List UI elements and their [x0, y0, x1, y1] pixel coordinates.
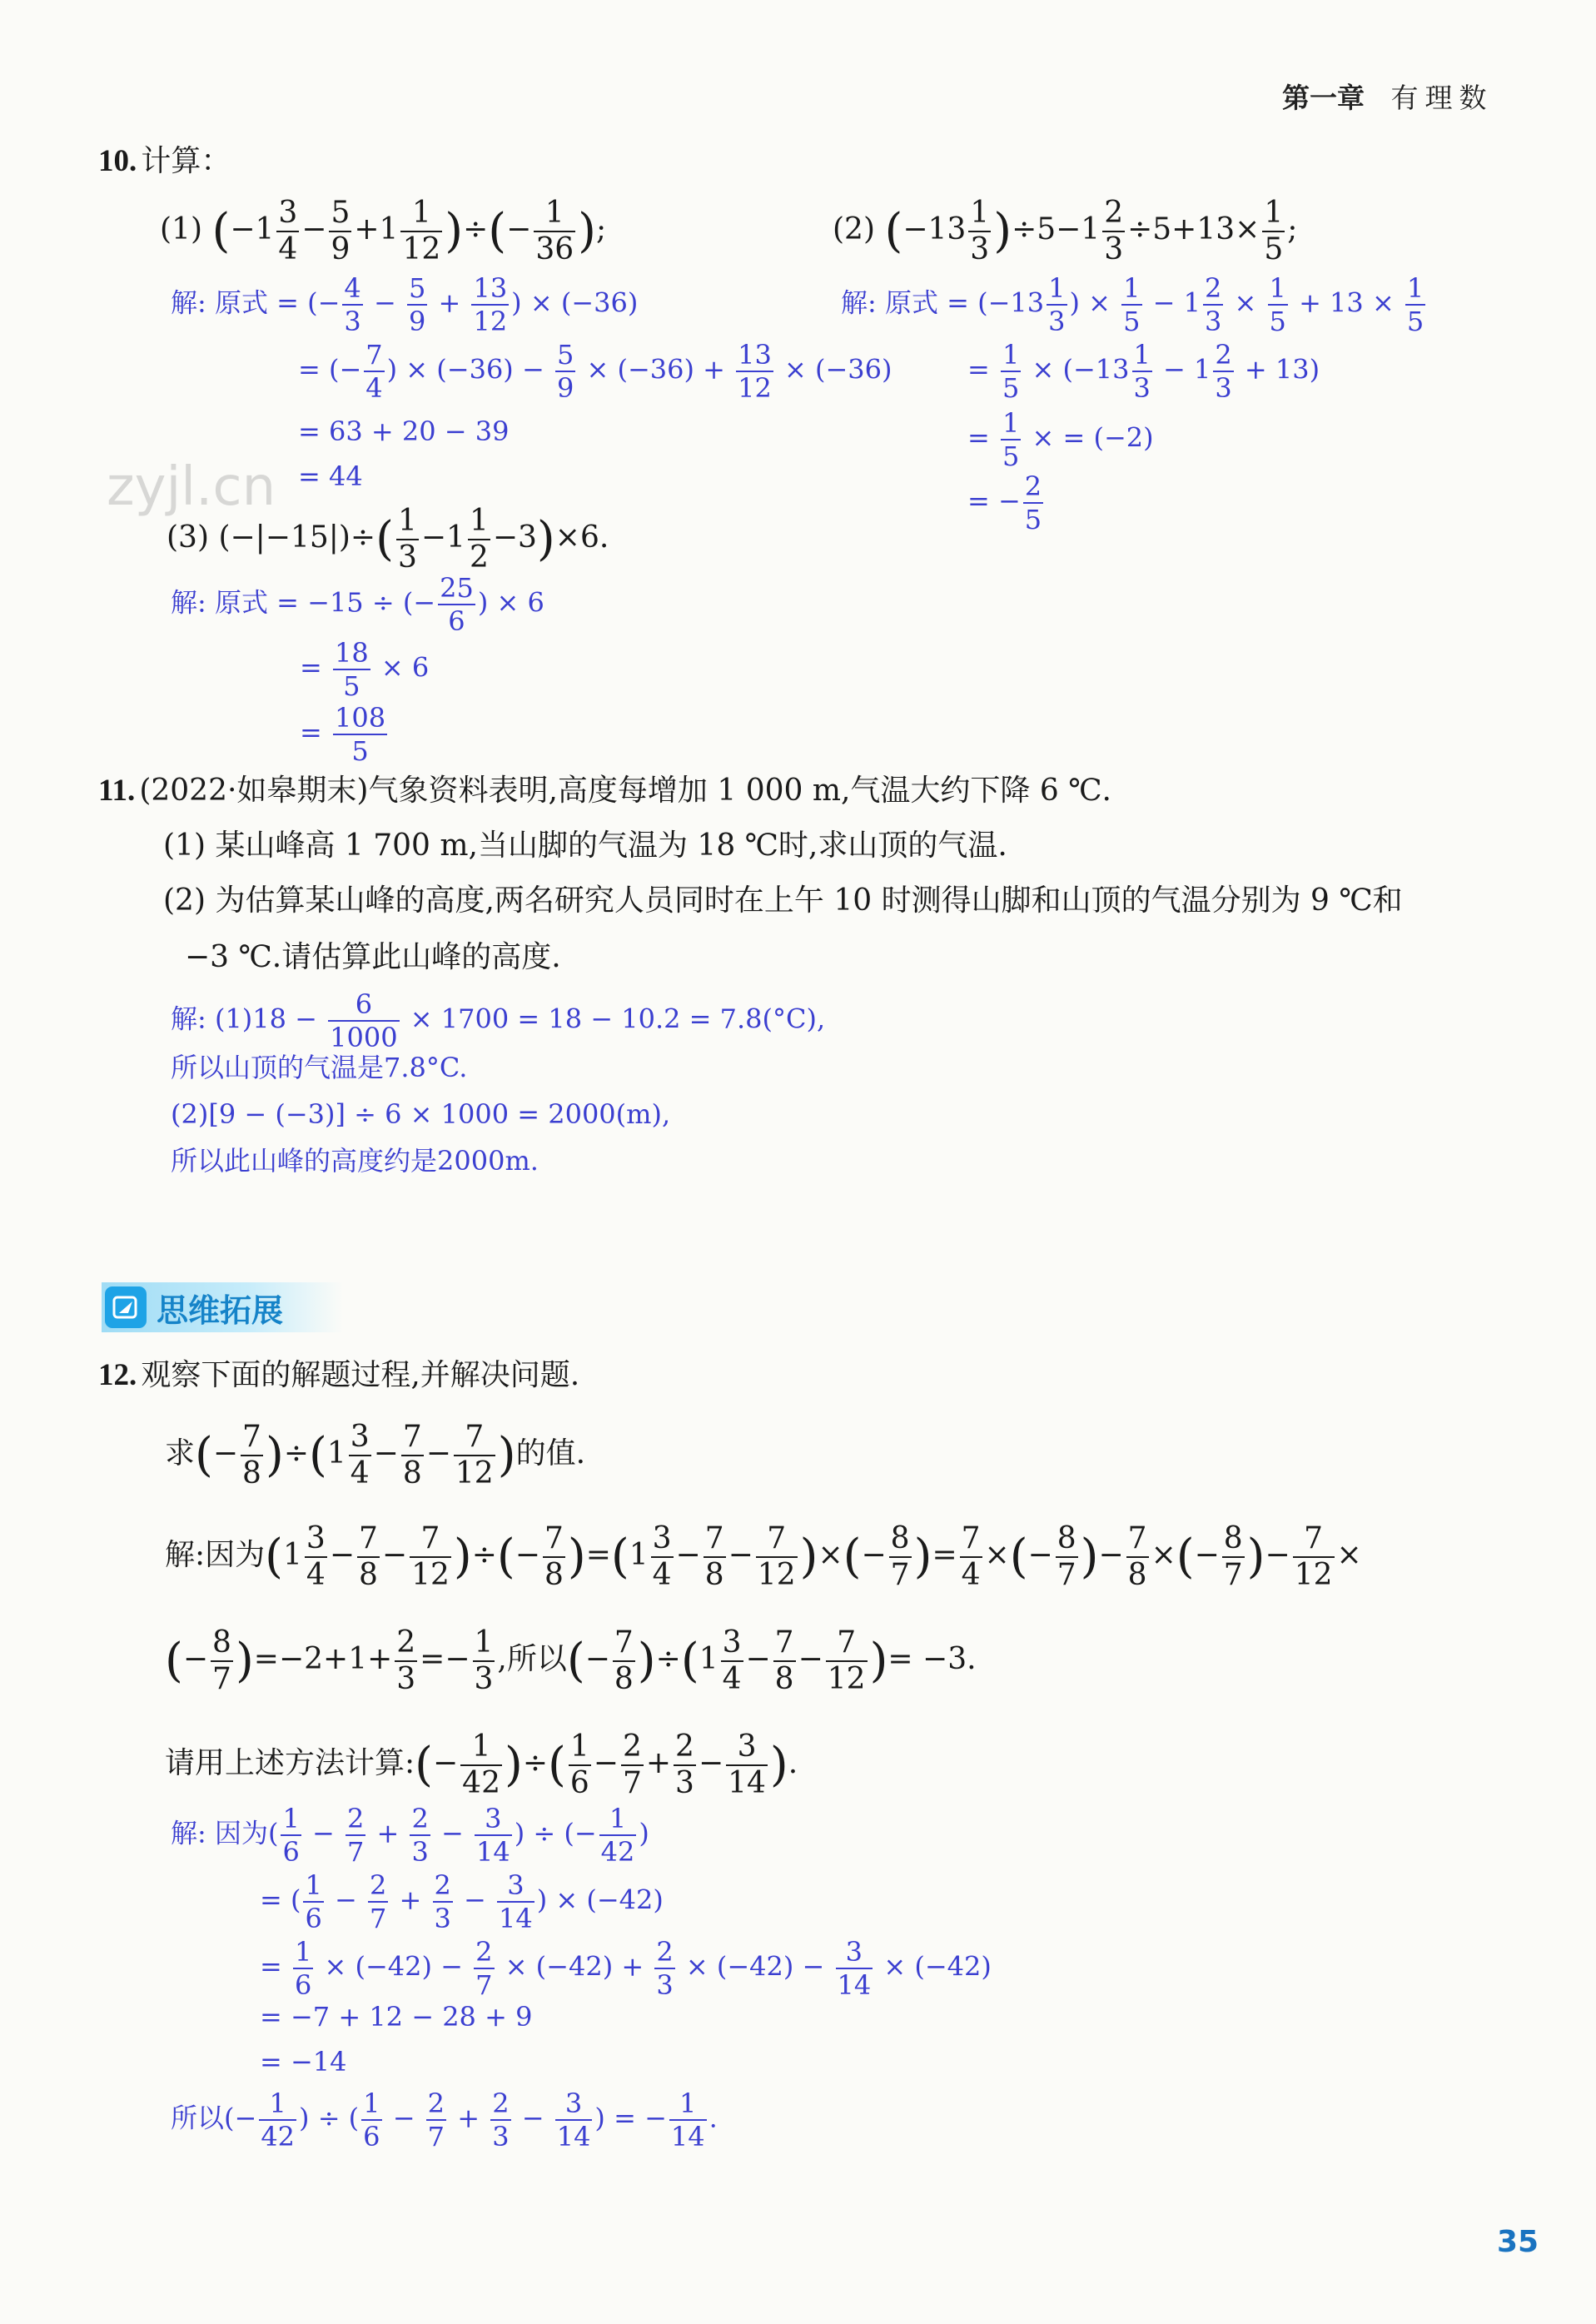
section-title: 思维拓展	[157, 1291, 284, 1329]
q10-s1-line4: = 44	[298, 460, 363, 492]
q10-s3-line3: = $\frac{108}{5}$	[300, 702, 386, 767]
q12-ans-line5: = −14	[260, 2046, 347, 2078]
q11-sol-line3: (2)[9 − (−3)] ÷ 6 × 1000 = 2000(m),	[171, 1098, 671, 1130]
q11-stem-row	[98, 773, 1111, 809]
q10-p3-label: (3)	[167, 520, 209, 555]
expand-thinking-icon	[105, 1286, 147, 1328]
q10-s3-line2: = $\frac{18}{5}$ × 6	[300, 637, 430, 702]
q12-example-line2: (− $\frac{8}{7}$ )=−2+1+ $\frac{2}{3}$ =− $\frac{1}{3}$ ,所以(− $\frac{7}{8}$ )÷(1 $\frac{3}{4}$ − $\frac{7}{8}$ − $\frac{7}{12}$ )= −3.	[165, 1625, 977, 1696]
q11-p1: (1) 某山峰高 1 700 m,当山脚的气温为 18 ℃时,求山顶的气温.	[163, 829, 1007, 863]
watermark: zyjl.cn	[107, 456, 276, 518]
q12-ans-line2: = ( $\frac{1}{6}$ − $\frac{2}{7}$ + $\frac{2}{3}$ − $\frac{3}{14}$ ) × (−42)	[260, 1869, 664, 1934]
q11-sol-line1: 解: (1)18 − $\frac{6}{1000}$ × 1700 = 18 − 10.2 = 7.8(°C),	[171, 988, 826, 1053]
q10-s1-prefix: 解: 原式	[171, 286, 268, 319]
q12-stem-row	[98, 1357, 579, 1394]
q12-ans-final: 所以(− $\frac{1}{42}$ ) ÷ ( $\frac{1}{6}$ − $\frac{2}{7}$ + $\frac{2}{3}$ − $\frac{3}{14}$ ) = − $\frac{1}{14}$ .	[171, 2088, 718, 2152]
q10-p3: (3) (−|−15|)÷( $\frac{1}{3}$ −1 $\frac{1}{2}$ −3)×6.	[167, 504, 609, 575]
q10-s2-line2: = $\frac{1}{5}$ × (−13 $\frac{1}{3}$ − 1 $\frac{2}{3}$ + 13)	[967, 339, 1320, 404]
q10-p1: (1) (−1 $\frac{3}{4}$ − $\frac{5}{9}$ +1 $\frac{1}{12}$ )÷(− $\frac{1}{36}$ );	[160, 196, 607, 266]
q10-s2-line3: = $\frac{1}{5}$ × = (−2)	[967, 407, 1154, 472]
q12-ans-line4: = −7 + 12 − 28 + 9	[260, 2001, 533, 2033]
q11-sol-line2: 所以山顶的气温是7.8°C.	[171, 1052, 468, 1083]
chapter-title: 有理数	[1390, 82, 1494, 114]
q12-number: 12.	[98, 1358, 137, 1392]
q10-number: 10.	[98, 144, 137, 178]
q10-s2-line4: = − $\frac{2}{5}$	[967, 470, 1042, 535]
q10-s2-line1: 解: 原式 = (−13 $\frac{1}{3}$ ) × $\frac{1}{5}$ − 1 $\frac{2}{3}$ × $\frac{1}{5}$ + 13 × $\frac{1}{5}$	[841, 272, 1424, 337]
q10-p1-label: (1)	[160, 212, 202, 246]
page-number: 35	[1497, 2225, 1539, 2259]
q10-p2: (2) (−13 $\frac{1}{3}$ )÷5−1 $\frac{2}{3}$ ÷5+13× $\frac{1}{5}$ ;	[833, 196, 1298, 266]
q10-s1-line2: = (− $\frac{7}{4}$ ) × (−36) − $\frac{5}{9}$ × (−36) + $\frac{13}{12}$ × (−36)	[298, 339, 892, 404]
q10-s1-line1: 解: 原式 = (− $\frac{4}{3}$ − $\frac{5}{9}$ + $\frac{13}{12}$ ) × (−36)	[171, 272, 639, 337]
q12-ask: 求(− $\frac{7}{8}$ )÷(1 $\frac{3}{4}$ − $\frac{7}{8}$ − $\frac{7}{12}$ )的值.	[165, 1420, 586, 1490]
q12-task: 请用上述方法计算:(− $\frac{1}{42}$ )÷( $\frac{1}{6}$ − $\frac{2}{7}$ + $\frac{2}{3}$ − $\frac{3}{14}$ ).	[165, 1729, 798, 1800]
q10-heading	[98, 143, 231, 180]
q11-number: 11.	[98, 774, 136, 808]
chapter-header	[1282, 77, 1493, 116]
q12-stem: 观察下面的解题过程,并解决问题.	[141, 1358, 580, 1392]
q12-example-line1: 解:因为(1 $\frac{3}{4}$ − $\frac{7}{8}$ − $\frac{7}{12}$ )÷(− $\frac{7}{8}$ )=(1 $\frac{3}{4}$ − $\frac{7}{8}$ − $\frac{7}{12}$ )×(− $\frac{8}{7}$ )= $\frac{7}{4}$ ×(− $\frac{8}{7}$ )− $\frac{7}{8}$ ×(− $\frac{8}{7}$ )− $\frac{7}{12}$ ×	[165, 1521, 1362, 1592]
q10-title: 计算：	[141, 144, 231, 178]
q11-p2b: −3 ℃.请估算此山峰的高度.	[185, 940, 561, 974]
q11-sol-line4: 所以此山峰的高度约是2000m.	[171, 1145, 539, 1177]
q10-s1-line3: = 63 + 20 − 39	[298, 416, 510, 447]
q12-ans-line1: 解: 因为( $\frac{1}{6}$ − $\frac{2}{7}$ + $\frac{2}{3}$ − $\frac{3}{14}$ ) ÷ (− $\frac{1}{42}$ )	[171, 1803, 649, 1868]
section-banner	[102, 1282, 343, 1332]
q10-p2-label: (2)	[833, 212, 875, 246]
q12-ans-line3: = $\frac{1}{6}$ × (−42) − $\frac{2}{7}$ × (−42) + $\frac{2}{3}$ × (−42) − $\frac{3}{14}$ × (−42)	[260, 1936, 992, 2001]
q11-p2a: (2) 为估算某山峰的高度,两名研究人员同时在上午 10 时测得山脚和山顶的气温分别为 9 ℃和	[163, 883, 1403, 918]
q10-s3-line1: 解: 原式 = −15 ÷ (− $\frac{25}{6}$ ) × 6	[171, 572, 544, 637]
q11-stem: (2022·如皋期末)气象资料表明,高度每增加 1 000 m,气温大约下降 6 ℃.	[139, 774, 1111, 808]
chapter-label: 第一章	[1282, 82, 1365, 114]
